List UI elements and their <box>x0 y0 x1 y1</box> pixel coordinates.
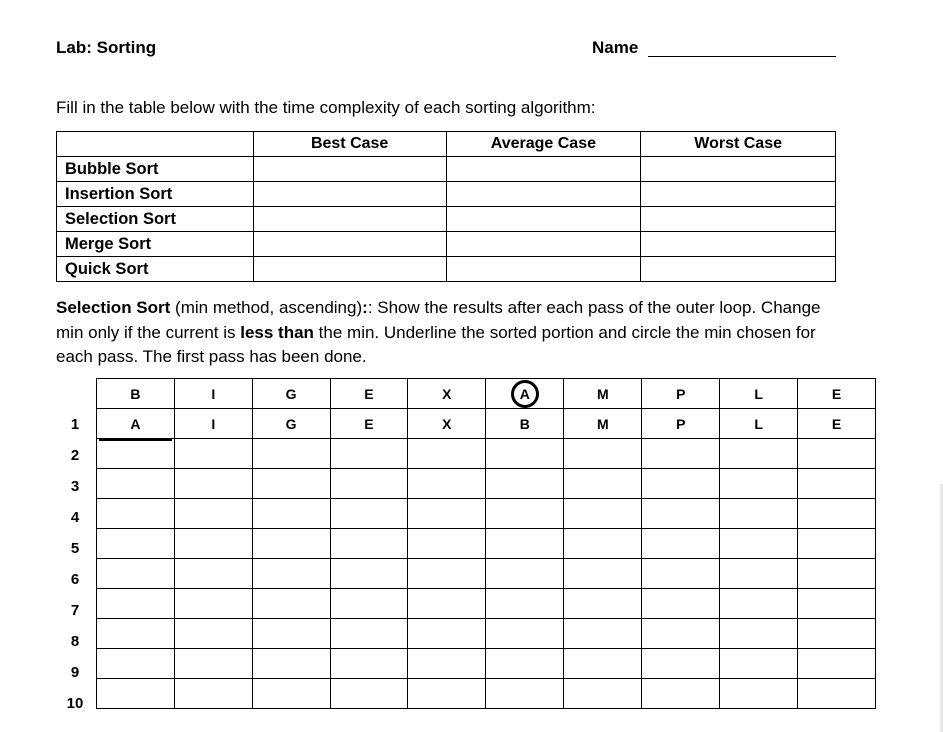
pass-cell[interactable] <box>330 679 408 709</box>
pass-cell <box>720 409 798 439</box>
pass-row <box>97 499 876 529</box>
pass-number: 6 <box>70 571 80 588</box>
selection-sort-instructions <box>56 296 846 370</box>
pass-cell[interactable] <box>564 499 642 529</box>
pass-cell[interactable] <box>798 649 876 679</box>
pass-cell[interactable] <box>330 619 408 649</box>
initial-cell: M <box>564 379 642 409</box>
pass-cell[interactable] <box>252 619 330 649</box>
answer-cell[interactable] <box>641 257 836 282</box>
pass-cell[interactable] <box>720 589 798 619</box>
pass-cell[interactable] <box>252 529 330 559</box>
pass-cell[interactable] <box>97 589 175 619</box>
pass-cell[interactable] <box>252 679 330 709</box>
pass-number: 9 <box>70 664 80 681</box>
pass-cell[interactable] <box>564 559 642 589</box>
pass-row <box>97 559 876 589</box>
pass-cell <box>97 409 175 439</box>
pass-cell[interactable] <box>97 529 175 559</box>
pass-cell[interactable] <box>408 529 486 559</box>
pass-cell[interactable] <box>174 679 252 709</box>
initial-row <box>97 379 876 409</box>
pass-cell[interactable] <box>330 499 408 529</box>
pass-cell[interactable] <box>798 559 876 589</box>
complexity-header-row <box>57 132 836 157</box>
pass-cell[interactable] <box>486 589 564 619</box>
col-header-worst: Worst Case <box>641 132 836 157</box>
pass-cell[interactable] <box>408 439 486 469</box>
pass-cell[interactable] <box>720 469 798 499</box>
pass-cell[interactable] <box>252 499 330 529</box>
pass-row <box>97 409 876 439</box>
pass-cell[interactable] <box>252 439 330 469</box>
pass-cell[interactable] <box>408 679 486 709</box>
pass-number: 7 <box>70 602 80 619</box>
answer-cell[interactable] <box>446 182 641 207</box>
pass-value: L <box>754 415 763 432</box>
pass-cell[interactable] <box>564 679 642 709</box>
pass-cell[interactable] <box>486 529 564 559</box>
answer-cell[interactable] <box>446 207 641 232</box>
pass-cell[interactable] <box>97 679 175 709</box>
pass-cell <box>330 409 408 439</box>
pass-cell[interactable] <box>798 499 876 529</box>
pass-number: 8 <box>70 633 80 650</box>
initial-cell: P <box>642 379 720 409</box>
initial-cell: E <box>798 379 876 409</box>
initial-cell: B <box>97 379 175 409</box>
algorithm-label: Merge Sort <box>57 232 254 257</box>
pass-cell[interactable] <box>252 469 330 499</box>
pass-cell[interactable] <box>564 649 642 679</box>
pass-cell[interactable] <box>642 679 720 709</box>
complexity-row <box>57 257 836 282</box>
pass-cell[interactable] <box>174 499 252 529</box>
pass-cell[interactable] <box>486 499 564 529</box>
pass-row <box>97 619 876 649</box>
pass-cell <box>252 409 330 439</box>
pass-cell <box>798 409 876 439</box>
instruction-text: (min method, ascending) <box>170 298 363 317</box>
pass-cell[interactable] <box>642 589 720 619</box>
circled-min: A <box>511 380 539 408</box>
answer-cell[interactable] <box>253 257 446 282</box>
answer-cell[interactable] <box>253 182 446 207</box>
pass-cell[interactable] <box>174 469 252 499</box>
algorithm-label: Bubble Sort <box>57 157 254 182</box>
pass-cell[interactable] <box>564 439 642 469</box>
pass-value: X <box>442 415 452 432</box>
pass-cell[interactable] <box>798 679 876 709</box>
complexity-row <box>57 232 836 257</box>
pass-cell[interactable] <box>486 619 564 649</box>
name-label: Name <box>592 38 639 57</box>
pass-cell[interactable] <box>564 589 642 619</box>
pass-cell[interactable] <box>174 619 252 649</box>
name-blank-line[interactable] <box>648 56 836 57</box>
answer-cell[interactable] <box>641 157 836 182</box>
pass-cell[interactable] <box>720 649 798 679</box>
answer-cell[interactable] <box>253 207 446 232</box>
pass-cell[interactable] <box>798 619 876 649</box>
answer-cell[interactable] <box>641 182 836 207</box>
pass-cell <box>408 409 486 439</box>
pass-cell[interactable] <box>97 469 175 499</box>
algorithm-label: Selection Sort <box>57 207 254 232</box>
initial-cell: X <box>408 379 486 409</box>
initial-cell: E <box>330 379 408 409</box>
pass-cell[interactable] <box>97 649 175 679</box>
pass-cell[interactable] <box>252 559 330 589</box>
pass-cell <box>564 409 642 439</box>
pass-cell[interactable] <box>408 649 486 679</box>
pass-cell[interactable] <box>642 439 720 469</box>
initial-cell: I <box>174 379 252 409</box>
algorithm-label: Insertion Sort <box>57 182 254 207</box>
pass-cell[interactable] <box>330 649 408 679</box>
pass-cell[interactable] <box>330 559 408 589</box>
complexity-table <box>56 131 836 282</box>
pass-cell[interactable] <box>798 439 876 469</box>
pass-cell[interactable] <box>486 649 564 679</box>
pass-value: M <box>597 415 609 432</box>
complexity-row <box>57 207 836 232</box>
pass-cell[interactable] <box>174 529 252 559</box>
pass-cell[interactable] <box>408 559 486 589</box>
pass-cell[interactable] <box>486 679 564 709</box>
pass-cell[interactable] <box>174 559 252 589</box>
pass-cell <box>174 409 252 439</box>
pass-cell[interactable] <box>564 619 642 649</box>
pass-cell[interactable] <box>720 439 798 469</box>
col-header-average: Average Case <box>446 132 641 157</box>
pass-cell[interactable] <box>486 559 564 589</box>
answer-cell[interactable] <box>446 257 641 282</box>
selection-sort-heading: Selection Sort <box>56 298 171 317</box>
pass-value: B <box>519 415 530 432</box>
answer-cell[interactable] <box>641 207 836 232</box>
initial-cell: G <box>252 379 330 409</box>
pass-value: I <box>211 415 216 432</box>
pass-number: 2 <box>70 447 80 464</box>
pass-cell[interactable] <box>720 679 798 709</box>
pass-cell[interactable] <box>642 649 720 679</box>
instruction-emphasis: less than <box>240 322 314 342</box>
pass-row <box>97 679 876 709</box>
pass-cell[interactable] <box>486 469 564 499</box>
pass-cell[interactable] <box>486 439 564 469</box>
pass-cell <box>642 409 720 439</box>
pass-value: P <box>676 415 686 432</box>
pass-cell[interactable] <box>97 559 175 589</box>
pass-value: A <box>130 415 141 432</box>
pass-row <box>97 589 876 619</box>
pass-cell[interactable] <box>97 619 175 649</box>
answer-cell[interactable] <box>253 232 446 257</box>
pass-cell[interactable] <box>408 619 486 649</box>
pass-number: 5 <box>70 540 80 557</box>
pass-cell[interactable] <box>174 589 252 619</box>
pass-cell[interactable] <box>642 499 720 529</box>
instruction-colon: : <box>362 298 368 317</box>
pass-cell[interactable] <box>97 499 175 529</box>
initial-cell: L <box>720 379 798 409</box>
complexity-row <box>57 182 836 207</box>
answer-cell[interactable] <box>253 157 446 182</box>
pass-cell[interactable] <box>720 529 798 559</box>
pass-number: 1 <box>70 416 80 433</box>
pass-row <box>97 469 876 499</box>
answer-cell[interactable] <box>446 232 641 257</box>
pass-row <box>97 439 876 469</box>
pass-number: 10 <box>66 695 84 712</box>
pass-cell[interactable] <box>408 469 486 499</box>
pass-value: E <box>831 415 842 432</box>
pass-number: 3 <box>70 478 80 495</box>
pass-cell[interactable] <box>642 559 720 589</box>
pass-cell[interactable] <box>174 649 252 679</box>
pass-cell[interactable] <box>720 619 798 649</box>
answer-cell[interactable] <box>641 232 836 257</box>
pass-cell[interactable] <box>330 589 408 619</box>
initial-cell <box>486 379 564 409</box>
pass-cell[interactable] <box>174 439 252 469</box>
pass-row <box>97 649 876 679</box>
pass-cell[interactable] <box>252 589 330 619</box>
pass-row <box>97 529 876 559</box>
pass-cell[interactable] <box>564 529 642 559</box>
pass-cell[interactable] <box>330 529 408 559</box>
pass-cell[interactable] <box>408 499 486 529</box>
pass-cell[interactable] <box>720 499 798 529</box>
col-header-best: Best Case <box>253 132 446 157</box>
pass-cell[interactable] <box>97 439 175 469</box>
answer-cell[interactable] <box>446 157 641 182</box>
complexity-corner-cell <box>57 132 254 157</box>
pass-cell[interactable] <box>642 529 720 559</box>
pass-cell[interactable] <box>720 559 798 589</box>
instruction-text: : Show the results after each pass of the outer loop. Change min only if the current is <box>56 298 821 342</box>
pass-cell[interactable] <box>798 469 876 499</box>
algorithm-label: Quick Sort <box>57 257 254 282</box>
pass-value: E <box>364 415 374 432</box>
pass-cell[interactable] <box>330 469 408 499</box>
pass-cell[interactable] <box>408 589 486 619</box>
selection-sort-grid <box>96 378 876 709</box>
lab-title: Lab: Sorting <box>56 38 157 57</box>
pass-value: G <box>285 415 297 432</box>
pass-cell[interactable] <box>564 469 642 499</box>
pass-cell[interactable] <box>798 529 876 559</box>
pass-cell[interactable] <box>252 649 330 679</box>
pass-cell[interactable] <box>642 619 720 649</box>
pass-cell[interactable] <box>642 469 720 499</box>
complexity-instruction: Fill in the table below with the time complexity of each sorting algorithm: <box>56 98 596 117</box>
pass-cell <box>486 409 564 439</box>
pass-cell[interactable] <box>798 589 876 619</box>
pass-number: 4 <box>70 509 80 526</box>
pass-cell[interactable] <box>330 439 408 469</box>
instruction-text: the min. Underline the sorted portion and circle the min chosen for each pass. The first pass has been done. <box>56 322 816 366</box>
complexity-spacer-row <box>57 157 836 182</box>
